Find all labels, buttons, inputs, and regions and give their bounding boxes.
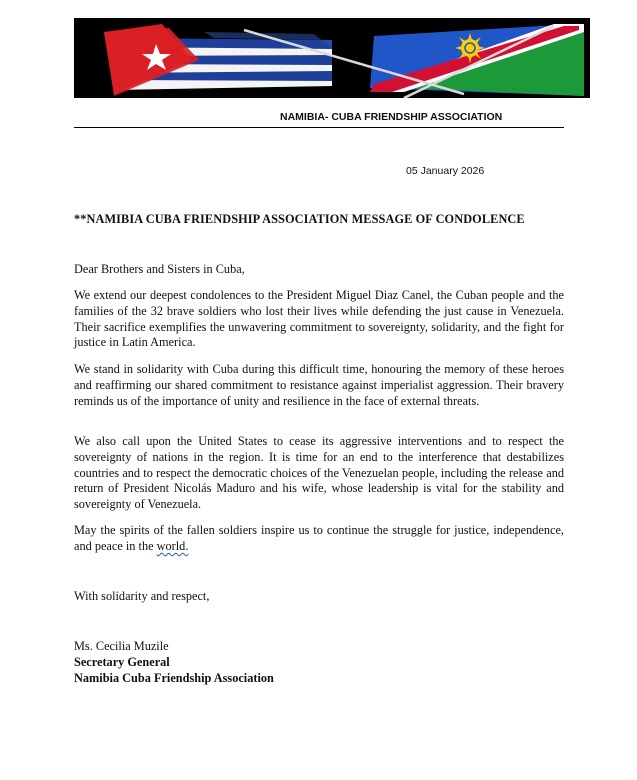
letterhead-banner [74, 18, 590, 98]
signatory-organization: Namibia Cuba Friendship Association [74, 671, 274, 685]
spellcheck-flagged-word: world. [156, 538, 189, 553]
paragraph-3: We also call upon the United States to cease its aggressive interventions and to respect the sovereignty of nations in the region. It is time for an end to the interference that destabilizes countries and to respect the democratic choices of the Venezuelan people, including the release and return of President Nicolás Maduro and his wife, whose leadership is vital for the stability and sovereignty of Venezuela. [74, 434, 564, 512]
header-divider [74, 127, 564, 128]
signatory-role: Secretary General [74, 655, 170, 669]
signatory-name: Ms. Cecilia Muzile [74, 639, 169, 653]
organization-header: NAMIBIA- CUBA FRIENDSHIP ASSOCIATION [280, 111, 503, 123]
closing: With solidarity and respect, [74, 589, 210, 603]
paragraph-4 [74, 523, 564, 555]
paragraph-2: We stand in solidarity with Cuba during this difficult time, honouring the memory of these heroes and reaffirming our shared commitment to resistance against imperialist aggression. Their bravery reminds us of the importance of unity and resilience in the face of external threats. [74, 362, 564, 408]
salutation: Dear Brothers and Sisters in Cuba, [74, 262, 245, 276]
letter-date: 05 January 2026 [406, 165, 485, 177]
paragraph-4-text: May the spirits of the fallen soldiers inspire us to continue the struggle for justice, independence, and peace in the [74, 523, 564, 553]
cuba-flag-icon [104, 24, 332, 96]
namibia-flag-icon [370, 24, 584, 96]
flags-graphic [74, 18, 590, 98]
paragraph-1: We extend our deepest condolences to the President Miguel Diaz Canel, the Cuban people and the families of the 32 brave soldiers who lost their lives while defending the just cause in Venezuela. Their sacrifice exemplifies the unwavering commitment to sovereignty, solidarity, and the fight for justice in Latin America. [74, 288, 564, 350]
letter-title: **NAMIBIA CUBA FRIENDSHIP ASSOCIATION MESSAGE OF CONDOLENCE [74, 212, 525, 226]
